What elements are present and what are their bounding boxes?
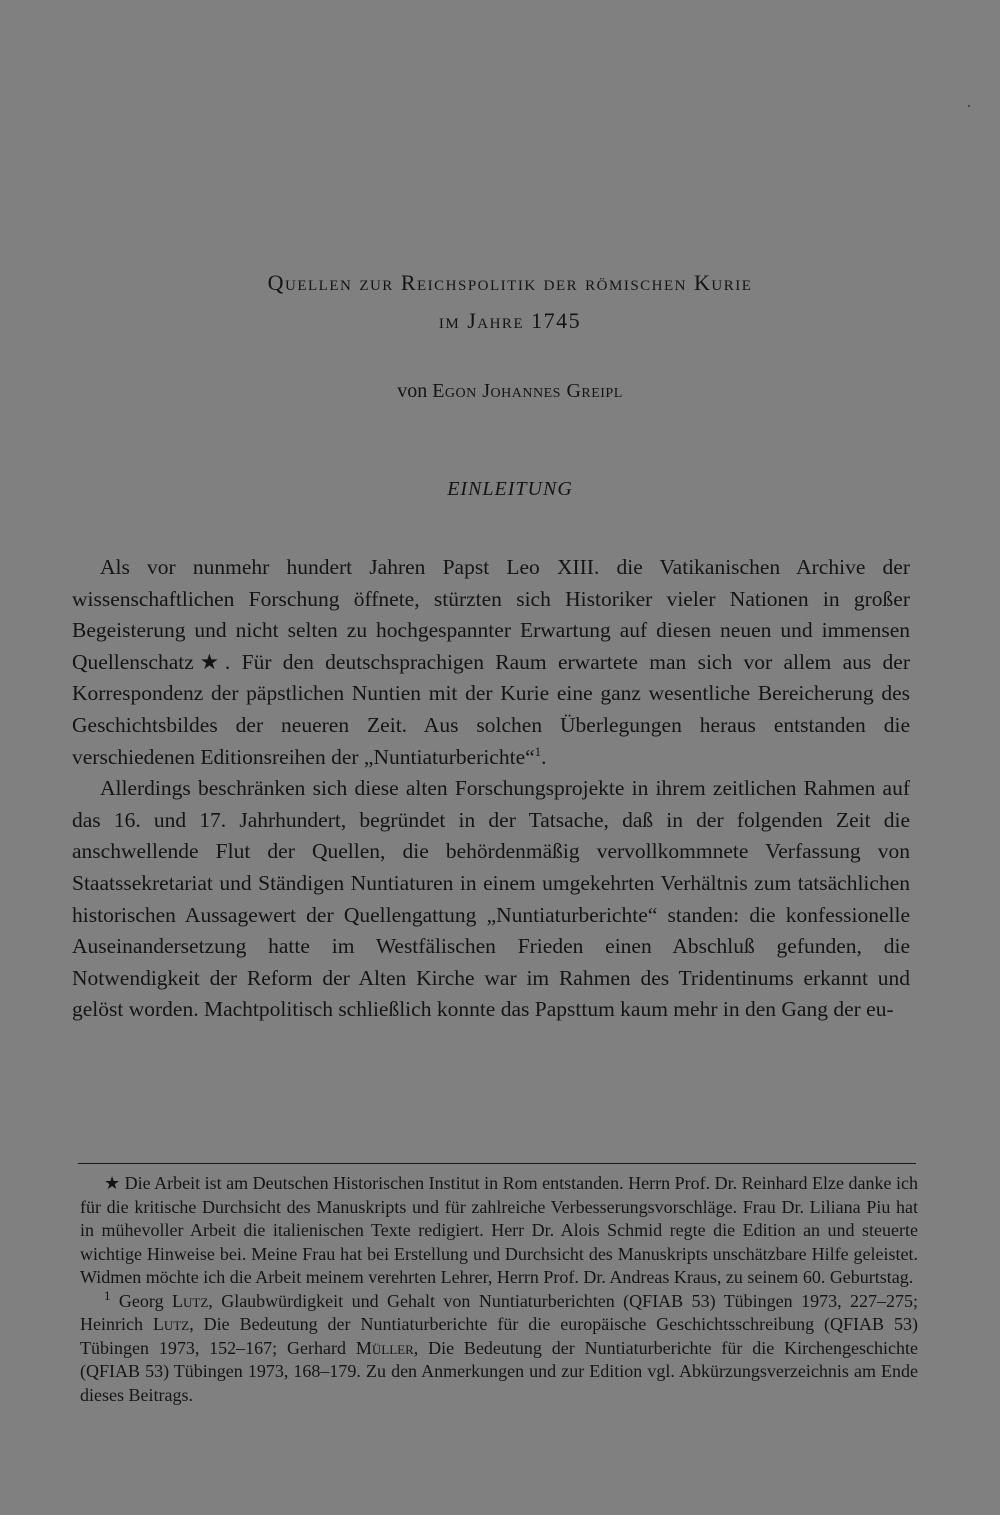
paragraph-1-text: Als vor nunmehr hundert Jahren Papst Leo XIII. die Vatikanischen Archive der wissenschaftlichen Forschung öffnete, stürzten sich Historiker vieler Nationen in großer Begeisterung und nicht selten zu hochgespannter Erwartung auf diesen neuen und immensen Quellenschatz★. Für den deutschsprachigen Raum erwartete man sich vor allem aus der Korrespondenz der päpstlichen Nuntien mit der Kurie eine ganz wesentliche Bereicherung des Geschichtsbildes der neueren Zeit. Aus solchen Überlegungen heraus entstanden die verschiedenen Editionsreihen der „Nuntiaturberichte“	[72, 555, 910, 769]
footnote-1-text-a: Georg	[118, 1290, 164, 1311]
footnote-1-author-1: Lutz	[172, 1290, 209, 1311]
footnote-1-author-2: Lutz	[152, 1314, 190, 1334]
footnote-1-text-c: , Die Bedeutung der Nuntiaturberichte für die europäische Geschichtsschreibung (QFIAB 53) Tübingen 1973, 152–167; Gerhard	[80, 1314, 919, 1358]
article-title-line-1: Quellen zur Reichspolitik der römischen Kurie	[267, 270, 753, 295]
author-name: Egon Johannes Greipl	[432, 380, 623, 402]
scan-speck	[968, 105, 970, 107]
footnote-1-text-d: , Die Bedeutung der Nuntiaturberichte für die Kirchengeschichte (QFIAB 53) Tübingen 1973, 168–179. Zu den Anmerkungen und zur Edition vgl. Abkürzungsverzeichnis am Ende dieses Beitrags.	[80, 1337, 919, 1405]
footnote-star-marker: ★	[104, 1173, 121, 1193]
paragraph-2: Allerdings beschränken sich diese alten Forschungsprojekte in ihrem zeitlichen Rahmen auf das 16. und 17. Jahrhundert, begründet in der Tatsache, daß in der folgenden Zeit die anschwellende Flut der Quellen, die behördenmäßig vervollkommnete Verfassung von Staatssekretariat und Ständigen Nuntiaturen in einem umgekehrten Verhältnis zum tatsächlichen historischen Aussagewert der Quellengattung „Nuntiaturberichte“ standen: die konfessionelle Auseinandersetzung hatte im Westfälischen Frieden einen Abschluß gefunden, die Notwendigkeit der Reform der Alten Kirche war im Rahmen des Tridentinums erkannt und gelöst worden. Machtpolitisch schließlich konnte das Papsttum kaum mehr in den Gang der eu-	[72, 776, 910, 1022]
article-title-line-2: im Jahre 1745	[438, 308, 582, 333]
author-line	[80, 380, 940, 403]
author-prefix: von	[397, 380, 428, 402]
section-heading: EINLEITUNG	[447, 478, 573, 500]
footnote-star-text: Die Arbeit ist am Deutschen Historischen Institut in Rom entstanden. Herrn Prof. Dr. Reinhard Elze danke ich für die kritische Durchsicht des Manuskripts und für zahlreiche Verbesserungsvorschläge. Frau Dr. Liliana Piu hat in mühevoller Arbeit die italienischen Texte redigiert. Herr Dr. Alois Schmid regte die Edition an und steuerte wichtige Hinweise bei. Meine Frau hat bei Erstellung und Durchsicht des Manuskripts unschätzbare Hilfe geleistet. Widmen möchte ich die Arbeit meinem verehrten Lehrer, Herrn Prof. Dr. Andreas Kraus, zu seinem 60. Geburtstag.	[80, 1173, 919, 1287]
body-text	[72, 552, 910, 1026]
footnote-star	[80, 1172, 918, 1290]
footnote-1-marker: 1	[104, 1287, 111, 1303]
footnote-1-author-3: Müller	[355, 1337, 414, 1358]
footnote-divider	[78, 1163, 916, 1164]
footnote-ref-1: 1	[534, 743, 542, 759]
footnotes	[80, 1172, 918, 1407]
footnote-1-text-b: , Glaubwürdigkeit und Gehalt von Nuntiaturberichten (QFIAB 53) Tübingen 1973, 227–275; Heinrich	[80, 1290, 919, 1334]
paragraph-1-end: .	[541, 744, 547, 769]
paragraph-1	[72, 552, 910, 773]
footnote-1	[80, 1287, 919, 1408]
